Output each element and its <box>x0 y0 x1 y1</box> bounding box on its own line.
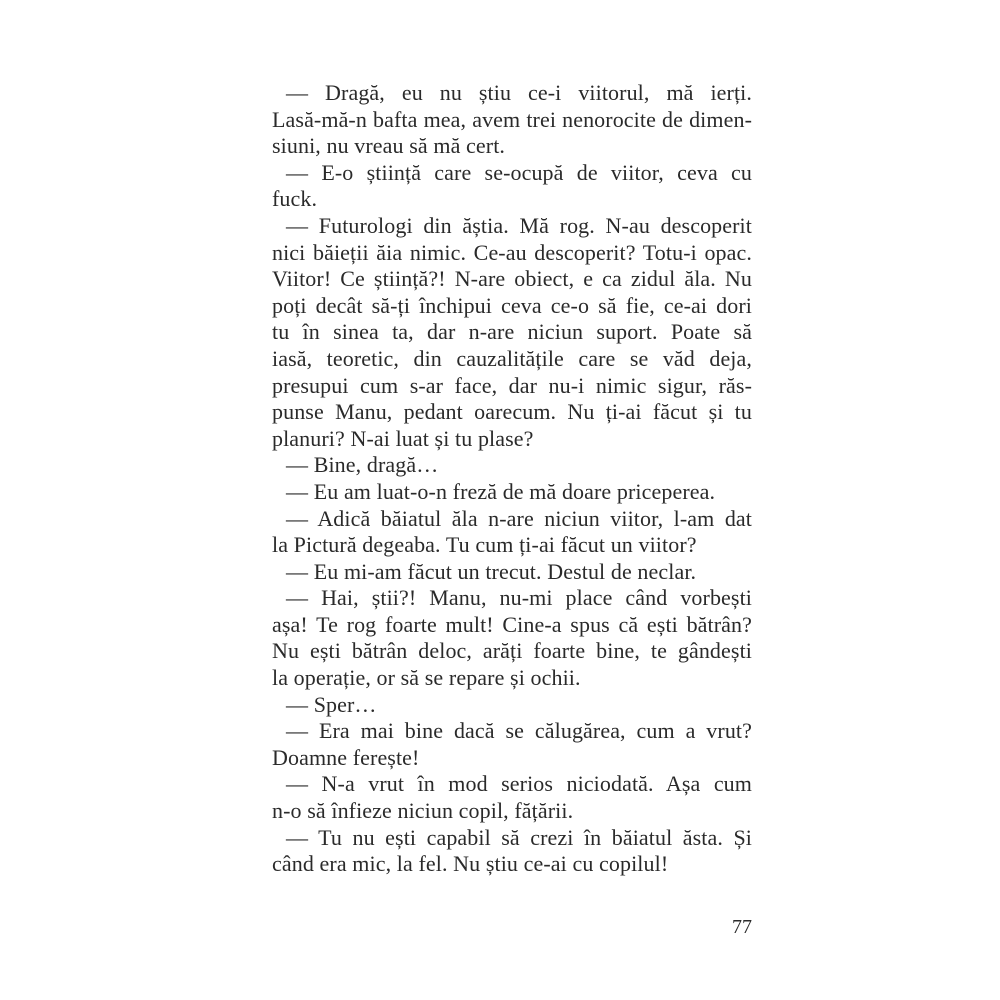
text-line: n-o să înfieze niciun copil, fățării. <box>272 798 574 824</box>
text-line: tu în sinea ta, dar n-are niciun suport. Poate să <box>272 319 752 345</box>
body-text <box>272 80 752 878</box>
text-line: la Pictură degeaba. Tu cum ți-ai făcut un viitor? <box>272 532 697 558</box>
text-line: nici băieții ăia nimic. Ce-au descoperit? Totu-i opac. <box>272 239 752 265</box>
text-line: — Futurologi din ăștia. Mă rog. N-au descoperit <box>286 212 752 238</box>
text-line: — Era mai bine dacă se călugărea, cum a vrut? <box>286 718 752 744</box>
text-line: iasă, teoretic, din cauzalitățile care se văd deja, <box>272 345 752 371</box>
text-line: fuck. <box>272 186 318 212</box>
page-number: 77 <box>732 916 752 938</box>
text-line: poți decât să-ți închipui ceva ce-o să fie, ce-ai dori <box>272 292 752 318</box>
text-line: punse Manu, pedant oarecum. Nu ți-ai făcut și tu <box>272 399 752 425</box>
text-line: — Adică băiatul ăla n-are niciun viitor, l-am dat <box>286 505 752 531</box>
text-line: planuri? N-ai luat și tu plase? <box>272 425 534 451</box>
text-line: — Tu nu ești capabil să crezi în băiatul ăsta. Și <box>286 824 752 850</box>
text-line: — Bine, dragă… <box>286 452 439 478</box>
text-line: — Eu am luat-o-n freză de mă doare priceperea. <box>286 478 716 504</box>
text-line: — Sper… <box>286 691 377 717</box>
text-line: — Eu mi-am făcut un trecut. Destul de neclar. <box>286 558 697 584</box>
text-line: presupui cum s-ar face, dar nu-i nimic sigur, răs- <box>272 372 752 398</box>
text-line: Viitor! Ce știință?! N-are obiect, e ca zidul ăla. Nu <box>272 266 752 292</box>
text-line: Lasă-mă-n bafta mea, avem trei nenorocite de dimen- <box>272 106 752 132</box>
text-line: Doamne ferește! <box>272 744 420 770</box>
text-line: când era mic, la fel. Nu știu ce-ai cu copilul! <box>272 851 669 877</box>
text-line: așa! Te rog foarte mult! Cine-a spus că ești bătrân? <box>272 611 752 637</box>
text-line: — Hai, știi?! Manu, nu-mi place când vorbești <box>286 585 752 611</box>
text-line: la operație, or să se repare și ochii. <box>272 665 581 691</box>
text-line: siuni, nu vreau să mă cert. <box>272 133 506 159</box>
text-line: — N-a vrut în mod serios niciodată. Așa cum <box>286 771 752 797</box>
text-line: Nu ești bătrân deloc, arăți foarte bine, te gândești <box>272 638 752 664</box>
text-line: — Dragă, eu nu știu ce-i viitorul, mă ierți. <box>286 80 752 105</box>
text-line: — E-o știință care se-ocupă de viitor, ceva cu <box>286 159 752 185</box>
